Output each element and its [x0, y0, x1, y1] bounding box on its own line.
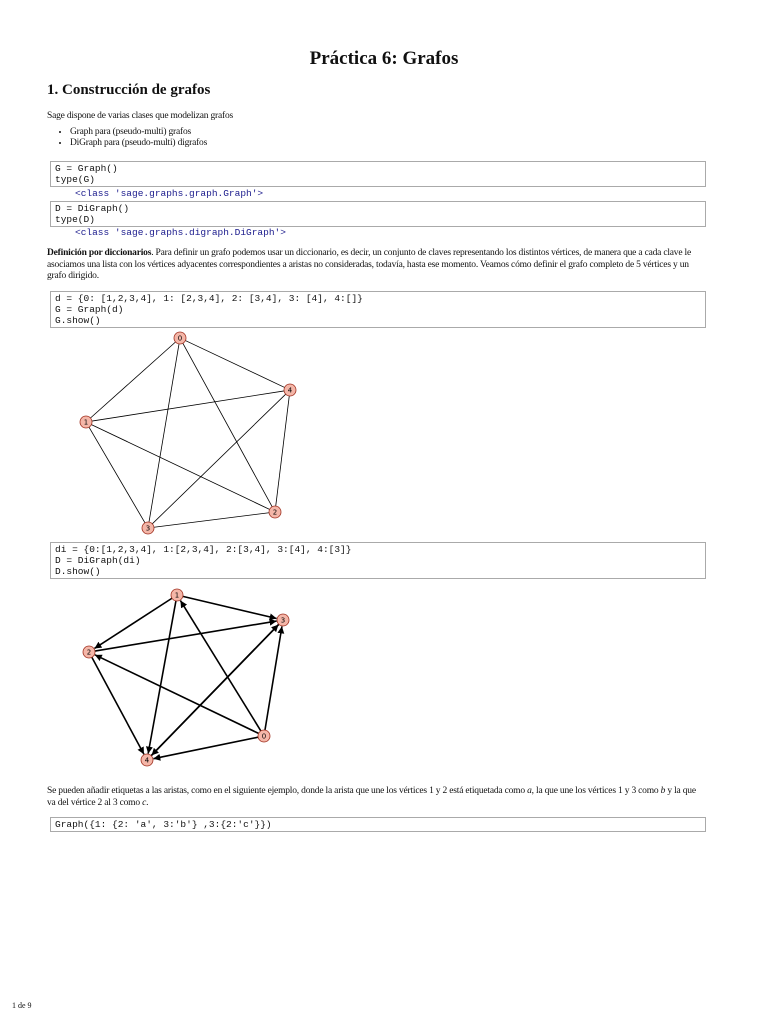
code-line: d = {0: [1,2,3,4], 1: [2,3,4], 2: [3,4], 3: [4], 4:[]} [55, 293, 363, 304]
code-line: D.show() [55, 566, 101, 577]
graph-edge [95, 621, 277, 651]
paragraph-text: grafo dirigido. [47, 271, 99, 281]
label-a: a [527, 786, 532, 796]
output-graph-class: <class 'sage.graphs.graph.Graph'> [75, 188, 264, 199]
paragraph-text: , la que une los vértices 1 y 3 como [531, 786, 661, 796]
page-number: 1 de 9 [12, 1001, 32, 1010]
code-line: type(G) [55, 174, 95, 185]
section-heading: 1. Construcción de grafos [47, 82, 211, 98]
vertex-label: 4 [144, 756, 150, 765]
graph-edge [92, 657, 144, 754]
code-line: G.show() [55, 315, 101, 326]
paragraph-text: asociamos una lista con los vértices adyacentes correspondientes a aristas no consideradas, todavía, hasta ese momento. Veamos cómo definir el grafo completo de 5 vértices y un [47, 259, 689, 270]
paragraph-text: Se pueden añadir etiquetas a las aristas, como en el siguiente ejemplo, donde la arista que une los vértices 1 y 2 está etiquetada como [47, 786, 528, 796]
vertex-label: 1 [174, 591, 180, 600]
vertex-label: 0 [177, 334, 183, 343]
paragraph-text: . Para definir un grafo podemos usar un diccionario, es decir, un conjunto de claves representando los distintos vértices, de manera que a cada clave le [151, 248, 692, 258]
vertex-label: 2 [86, 648, 92, 657]
label-b: b [660, 786, 666, 796]
paragraph-text: y la que [665, 786, 696, 796]
code-line: G = Graph() [55, 163, 118, 174]
code-line: G = Graph(d) [55, 304, 124, 315]
graph-edge [153, 737, 258, 758]
list-item: • DiGraph para (pseudo-multi) digrafos [70, 138, 207, 149]
vertex-label: 3 [145, 524, 151, 533]
intro-text: Sage dispone de varias clases que modelizan grafos [47, 111, 234, 121]
code-line: type(D) [55, 214, 95, 225]
definition-term: Definición por diccionarios [47, 248, 152, 258]
label-c: c [142, 797, 147, 808]
vertex-label: 3 [280, 616, 286, 625]
graph-edge [180, 601, 260, 731]
edge-labels-paragraph [47, 786, 719, 809]
code-line: Graph({1: {2: 'a', 3:'b'} ,3:{2:'c'}}) [55, 819, 272, 830]
paragraph-text: . [146, 797, 149, 808]
graph-edge [148, 601, 176, 754]
output-digraph-class: <class 'sage.graphs.digraph.DiGraph'> [75, 227, 286, 238]
paragraph-text: va del vértice 2 al 3 como [47, 797, 143, 808]
graph-edge [95, 655, 259, 734]
vertex-label: 1 [83, 418, 89, 427]
graph-edge [183, 596, 277, 618]
page-title: Práctica 6: Grafos [309, 48, 459, 69]
list-item: • Graph para (pseudo-multi) grafos [70, 127, 207, 138]
code-line: D = DiGraph(di) [55, 555, 141, 566]
vertex-label: 2 [272, 508, 278, 517]
vertex-label: 4 [287, 386, 293, 395]
vertex-label: 0 [261, 732, 267, 741]
graph-edge [265, 626, 282, 730]
code-cell-labeled-graph[interactable] [50, 817, 706, 832]
code-line: di = {0:[1,2,3,4], 1:[2,3,4], 2:[3,4], 3:[4], 4:[3]} [55, 544, 352, 555]
code-line: D = DiGraph() [55, 203, 130, 214]
